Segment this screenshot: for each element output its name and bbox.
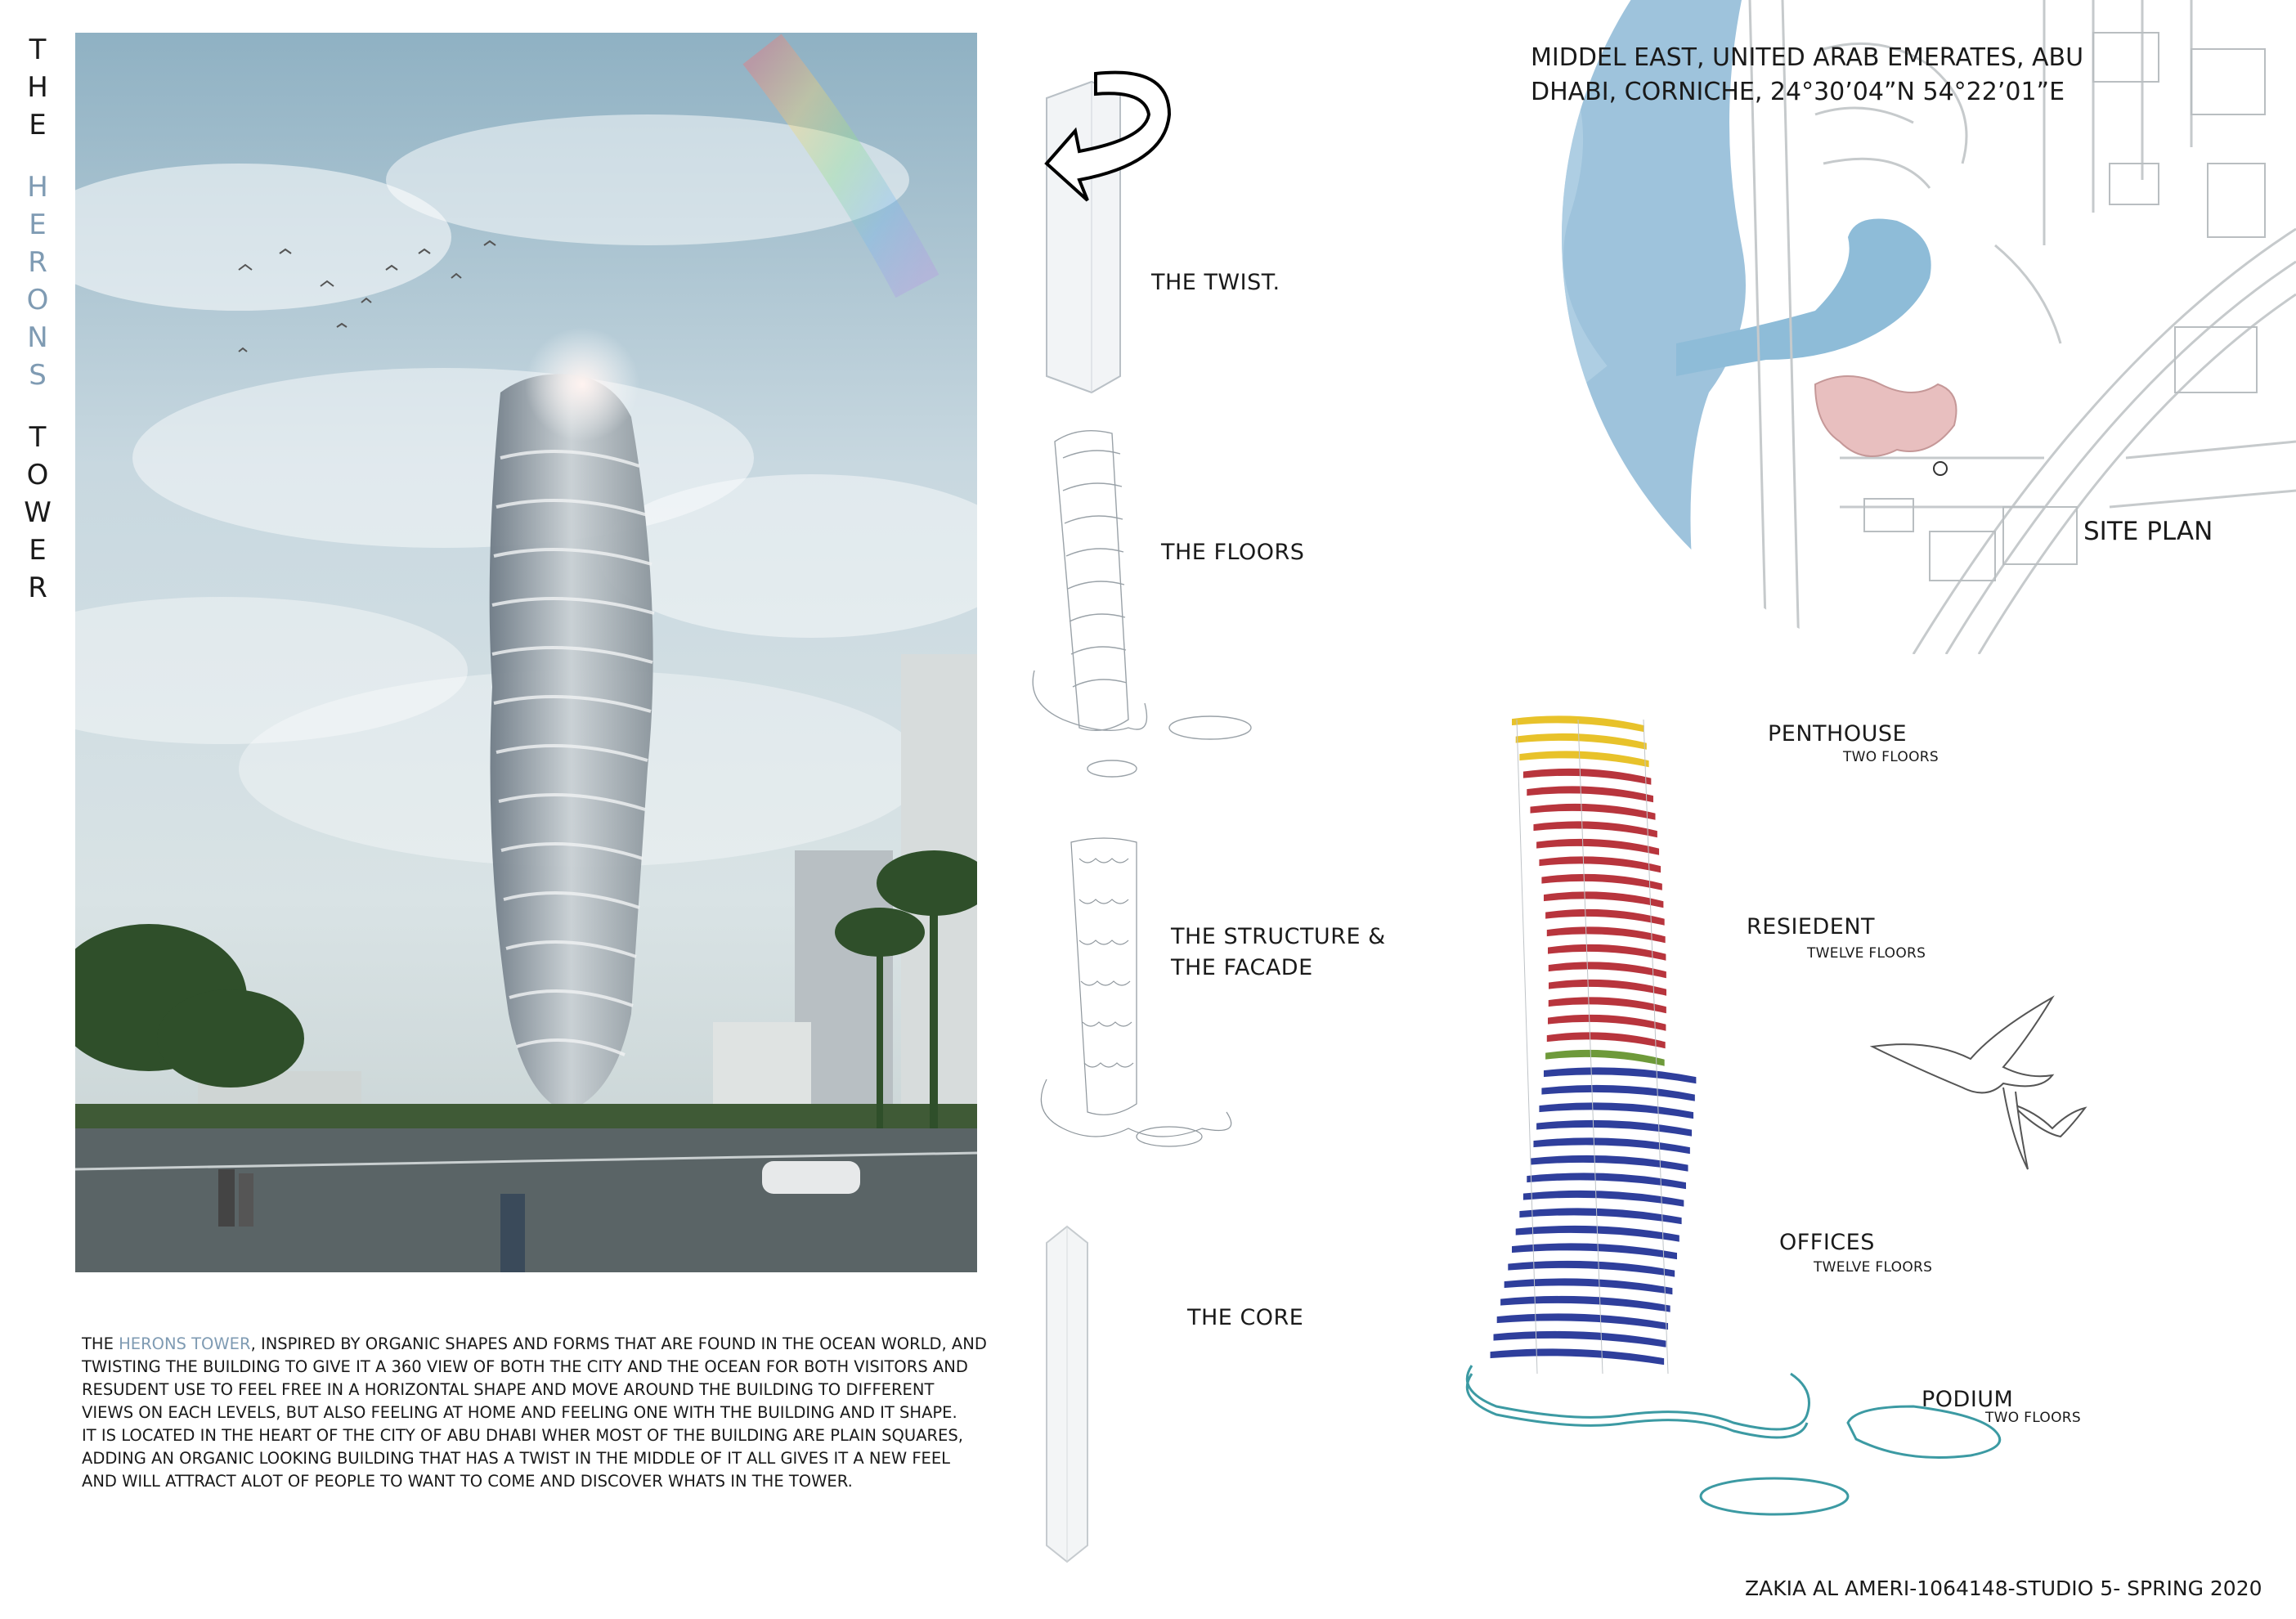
floor-slab <box>1549 1016 1665 1030</box>
floor-slab <box>1534 1138 1688 1153</box>
floor-slab <box>1540 1103 1693 1118</box>
title-letter: O <box>26 459 49 491</box>
project-description <box>82 1333 989 1493</box>
podium-label: PODIUM <box>1922 1387 2014 1412</box>
description-paragraph: IT IS LOCATED IN THE HEART OF THE CITY OF ABU DHABI WHER MOST OF THE BUILDING ARE PLAIN SQUARES, ADDING AN ORGANIC LOOKING BUILDING THAT HAS A TWIST IN THE MIDDLE OF IT ALL GIVES IT A NEW FEEL AND WILL ATTRACT ALOT OF PEOPLE TO WANT TO COME AND DISCOVER WHATS IN THE TOWER. <box>82 1426 963 1491</box>
title-letter: N <box>27 321 48 354</box>
floor-slab <box>1531 1156 1688 1171</box>
title-letter: R <box>28 572 47 604</box>
seagull-illustration <box>1864 989 2126 1177</box>
tower-render-image <box>75 33 977 1272</box>
project-name-highlight: HERONS TOWER <box>119 1334 251 1353</box>
podium-floors: TWO FLOORS <box>1985 1410 2081 1426</box>
floor-slab <box>1520 751 1648 766</box>
floor-slab <box>1527 1173 1685 1188</box>
label-structure-line2: THE FACADE <box>1171 955 1313 980</box>
offices-label: OFFICES <box>1779 1230 1875 1255</box>
title-letter: H <box>27 171 48 204</box>
floor-slab <box>1545 892 1662 907</box>
penthouse-floors: TWO FLOORS <box>1843 749 1939 765</box>
floor-slab <box>1549 998 1666 1012</box>
description-text: THE <box>82 1334 119 1353</box>
title-letter: E <box>29 209 47 241</box>
floor-slab <box>1524 1191 1683 1206</box>
label-core: THE CORE <box>1187 1305 1304 1330</box>
title-letter: T <box>29 421 47 454</box>
floor-slab <box>1548 927 1665 942</box>
structure-diagram <box>1041 838 1231 1146</box>
floors-diagram <box>1033 431 1251 777</box>
floor-slab <box>1501 1297 1670 1312</box>
title-letter: E <box>29 534 47 567</box>
title-letter: S <box>29 359 47 392</box>
floor-slab <box>1517 734 1646 749</box>
floor-slab <box>1524 769 1650 784</box>
floor-slab <box>1540 857 1660 872</box>
floor-slab <box>1546 1051 1664 1065</box>
floor-slab <box>1548 1033 1665 1047</box>
title-letter: O <box>26 284 49 316</box>
floor-slab <box>1520 1209 1680 1223</box>
title-letter: H <box>27 71 48 104</box>
location-text: MIDDEL EAST, UNITED ARAB EMERATES, ABU DHABI, CORNICHE, 24°30’04”N 54°22’01”E <box>1531 43 2084 106</box>
description-paragraph <box>82 1333 989 1424</box>
title-letter: T <box>29 34 47 66</box>
floor-slab <box>1513 1244 1676 1258</box>
label-structure-line1: THE STRUCTURE & <box>1171 924 1386 949</box>
twist-diagram <box>1047 73 1169 392</box>
floor-slab <box>1542 1086 1693 1101</box>
floor-slab <box>1491 1349 1664 1364</box>
floor-slabs <box>1491 716 1696 1374</box>
floor-slab <box>1531 805 1655 819</box>
title-letter: E <box>29 109 47 141</box>
floor-slab <box>1549 980 1666 995</box>
floor-slab <box>1549 945 1665 960</box>
floor-slab <box>1534 822 1656 836</box>
resident-label: RESIEDENT <box>1747 914 1876 940</box>
podium-slabs <box>1467 1366 1999 1514</box>
author-credit: ZAKIA AL AMERI-1064148-STUDIO 5- SPRING 2020 <box>1745 1576 2262 1600</box>
core-diagram <box>1047 1227 1087 1562</box>
offices-floors: TWELVE FLOORS <box>1814 1259 1933 1276</box>
floor-slab <box>1545 1068 1695 1083</box>
floor-slab <box>1546 910 1664 925</box>
floor-slab <box>1537 840 1658 854</box>
floor-slab <box>1537 1121 1691 1136</box>
penthouse-label: PENTHOUSE <box>1768 721 1908 747</box>
floor-slab <box>1505 1279 1672 1294</box>
label-twist: THE TWIST. <box>1151 270 1280 295</box>
title-letter: W <box>24 496 52 529</box>
description-text: , INSPIRED BY ORGANIC SHAPES AND FORMS THAT ARE FOUND IN THE OCEAN WORLD, AND TWISTING THE BUILDING TO GIVE IT A 360 VIEW OF BOTH THE CITY AND THE OCEAN FOR BOTH VISITORS AND RESUDENT USE TO FEEL FREE IN A HORIZONTAL SHAPE AND MOVE AROUND THE BUILDING TO DIFFERENT VIEWS ON EACH LEVELS, BUT ALSO FEELING AT HOME AND FEELING ONE WITH THE BUILDING AND IT SHAPE. <box>82 1334 987 1422</box>
label-floors: THE FLOORS <box>1161 540 1305 565</box>
floor-slab <box>1542 875 1661 890</box>
resident-floors: TWELVE FLOORS <box>1807 945 1926 962</box>
floor-slab <box>1549 962 1666 977</box>
floor-slab <box>1498 1314 1667 1329</box>
title-letter: R <box>28 246 47 279</box>
site-plan-label: SITE PLAN <box>2083 517 2213 546</box>
vertical-title <box>23 31 52 607</box>
floor-slab <box>1527 787 1652 801</box>
floor-slab <box>1495 1332 1666 1347</box>
